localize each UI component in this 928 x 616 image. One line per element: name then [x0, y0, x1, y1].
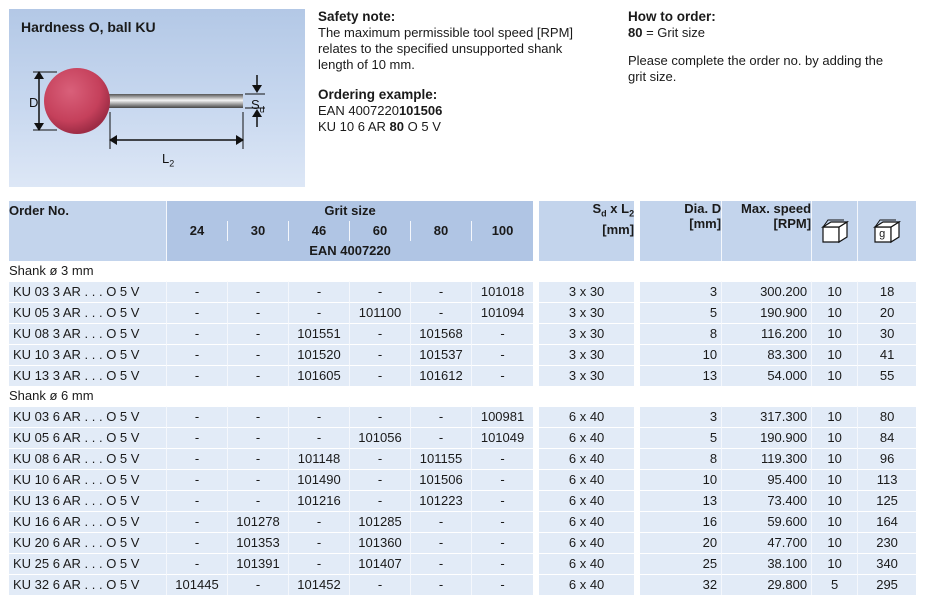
max-speed-cell: 38.100: [721, 553, 811, 574]
grit-cell: -: [349, 281, 410, 302]
table-row: [9, 574, 916, 595]
grit-cell: -: [288, 511, 349, 532]
order-no-cell: KU 08 3 AR . . . O 5 V: [9, 323, 166, 344]
pack-qty-cell: 10: [811, 302, 857, 323]
sd-l2-cell: 6 x 40: [539, 469, 634, 490]
dia-cell: 25: [640, 553, 721, 574]
grit-cell: -: [166, 469, 227, 490]
grit-cell: -: [471, 448, 533, 469]
weight-g-label: g: [879, 228, 886, 240]
pack-qty-cell: 10: [811, 281, 857, 302]
grit-cell: -: [410, 281, 471, 302]
grit-cell: -: [349, 323, 410, 344]
grit-cell: 101605: [288, 365, 349, 386]
dia-cell: 8: [640, 323, 721, 344]
sd-l2-cell: 3 x 30: [539, 365, 634, 386]
table-row: [9, 448, 916, 469]
grit-col-24: 24: [166, 221, 227, 241]
grit-col-60: 60: [349, 221, 410, 241]
order-no-cell: KU 10 3 AR . . . O 5 V: [9, 344, 166, 365]
sd-l2-cell: 6 x 40: [539, 532, 634, 553]
weight-cell: 340: [857, 553, 916, 574]
dia-cell: 5: [640, 427, 721, 448]
dia-cell: 10: [640, 469, 721, 490]
col-grit-size: Grit size: [166, 201, 533, 221]
table-row: [9, 490, 916, 511]
howto-heading: How to order:: [628, 9, 716, 24]
weight-cell: 41: [857, 344, 916, 365]
specification-table: [9, 201, 916, 595]
grit-cell: 100981: [471, 406, 533, 427]
col-sd-l2: $S_d$ x $L_2$ [mm]: [539, 201, 634, 261]
grit-cell: -: [166, 281, 227, 302]
grit-cell: -: [288, 406, 349, 427]
grit-cell: -: [166, 323, 227, 344]
sd-l2-cell: 6 x 40: [539, 574, 634, 595]
grit-cell: 101018: [471, 281, 533, 302]
grit-cell: -: [471, 344, 533, 365]
grit-cell: -: [410, 532, 471, 553]
table-row: [9, 344, 916, 365]
grit-cell: -: [227, 302, 288, 323]
grit-cell: -: [166, 490, 227, 511]
weight-cell: 230: [857, 532, 916, 553]
grit-cell: 101537: [410, 344, 471, 365]
grit-cell: -: [227, 469, 288, 490]
max-speed-cell: 317.300: [721, 406, 811, 427]
product-image-panel: [9, 9, 305, 187]
pack-qty-cell: 10: [811, 448, 857, 469]
grit-cell: -: [349, 448, 410, 469]
grit-cell: -: [410, 574, 471, 595]
max-speed-cell: 59.600: [721, 511, 811, 532]
table-row: [9, 553, 916, 574]
grit-cell: -: [288, 532, 349, 553]
order-no-cell: KU 20 6 AR . . . O 5 V: [9, 532, 166, 553]
grit-cell: -: [349, 469, 410, 490]
shank-group-row: [9, 261, 916, 281]
dimension-sd-label: $S_d$: [251, 97, 265, 115]
dia-cell: 3: [640, 406, 721, 427]
sd-l2-cell: 6 x 40: [539, 427, 634, 448]
table-row: [9, 281, 916, 302]
pack-qty-cell: 10: [811, 344, 857, 365]
grit-cell: 101452: [288, 574, 349, 595]
weight-cell: 18: [857, 281, 916, 302]
pack-qty-cell: 10: [811, 511, 857, 532]
order-no-cell: KU 03 6 AR . . . O 5 V: [9, 406, 166, 427]
dimension-l2-label: $L_2$: [162, 151, 175, 169]
grit-cell: 101155: [410, 448, 471, 469]
grit-cell: 101100: [349, 302, 410, 323]
weight-cell: 20: [857, 302, 916, 323]
ball-shape: [44, 68, 110, 134]
ordering-heading: Ordering example:: [318, 87, 438, 102]
sd-l2-cell: 3 x 30: [539, 302, 634, 323]
grit-cell: -: [471, 553, 533, 574]
dia-cell: 13: [640, 490, 721, 511]
pack-qty-cell: 10: [811, 469, 857, 490]
order-no-cell: KU 05 6 AR . . . O 5 V: [9, 427, 166, 448]
grit-cell: -: [166, 302, 227, 323]
max-speed-cell: 95.400: [721, 469, 811, 490]
pack-qty-cell: 5: [811, 574, 857, 595]
max-speed-cell: 116.200: [721, 323, 811, 344]
max-speed-cell: 73.400: [721, 490, 811, 511]
dia-cell: 8: [640, 448, 721, 469]
dia-cell: 3: [640, 281, 721, 302]
grit-cell: 101285: [349, 511, 410, 532]
grit-cell: -: [410, 553, 471, 574]
order-no-cell: KU 13 6 AR . . . O 5 V: [9, 490, 166, 511]
grit-cell: 101049: [471, 427, 533, 448]
grit-cell: -: [471, 532, 533, 553]
order-no-cell: KU 03 3 AR . . . O 5 V: [9, 281, 166, 302]
dia-cell: 32: [640, 574, 721, 595]
grit-cell: -: [227, 574, 288, 595]
sd-l2-cell: 6 x 40: [539, 553, 634, 574]
table-row: [9, 365, 916, 386]
max-speed-cell: 119.300: [721, 448, 811, 469]
order-no-cell: KU 13 3 AR . . . O 5 V: [9, 365, 166, 386]
grit-cell: -: [166, 553, 227, 574]
grit-cell: -: [166, 344, 227, 365]
grit-cell: -: [471, 574, 533, 595]
weight-cell: 84: [857, 427, 916, 448]
pack-qty-cell: 10: [811, 323, 857, 344]
col-dia: Dia. D [mm]: [640, 201, 721, 261]
grit-cell: -: [471, 511, 533, 532]
weight-cell: 30: [857, 323, 916, 344]
pack-qty-cell: 10: [811, 553, 857, 574]
howto-grit: 80 = Grit size: [628, 25, 705, 40]
dia-cell: 16: [640, 511, 721, 532]
grit-cell: -: [471, 323, 533, 344]
grit-cell: -: [349, 344, 410, 365]
safety-line: The maximum permissible tool speed [RPM]: [318, 25, 574, 40]
shank-group-row: [9, 386, 916, 406]
col-order-no: Order No.: [9, 201, 166, 241]
pack-qty-cell: 10: [811, 406, 857, 427]
grit-cell: -: [227, 365, 288, 386]
grit-cell: -: [471, 469, 533, 490]
how-to-order: [628, 9, 918, 85]
grit-cell: -: [410, 427, 471, 448]
safety-line: relates to the specified unsupported shank: [318, 41, 563, 56]
grit-cell: 101520: [288, 344, 349, 365]
sd-l2-cell: 6 x 40: [539, 406, 634, 427]
grit-cell: -: [166, 448, 227, 469]
table-row: [9, 406, 916, 427]
weight-cell: 55: [857, 365, 916, 386]
grit-cell: -: [166, 427, 227, 448]
grit-cell: 101353: [227, 532, 288, 553]
grit-col-46: 46: [288, 221, 349, 241]
grit-cell: -: [227, 406, 288, 427]
order-no-cell: KU 32 6 AR . . . O 5 V: [9, 574, 166, 595]
grit-cell: -: [288, 427, 349, 448]
grit-cell: -: [227, 490, 288, 511]
table-row: [9, 323, 916, 344]
grit-cell: -: [471, 490, 533, 511]
sd-l2-cell: 6 x 40: [539, 448, 634, 469]
grit-cell: -: [349, 406, 410, 427]
col-weight: [857, 201, 916, 261]
sd-l2-cell: 6 x 40: [539, 511, 634, 532]
specification-body: [9, 261, 916, 595]
safety-note: [318, 9, 598, 73]
max-speed-cell: 29.800: [721, 574, 811, 595]
grit-cell: 101094: [471, 302, 533, 323]
grit-cell: -: [227, 323, 288, 344]
grit-cell: -: [410, 302, 471, 323]
ordering-ean: EAN 4007220101506: [318, 103, 443, 118]
safety-line: length of 10 mm.: [318, 57, 415, 72]
pack-qty-cell: 10: [811, 490, 857, 511]
table-row: [9, 427, 916, 448]
package-icon: [820, 218, 850, 244]
safety-heading: Safety note:: [318, 9, 396, 24]
grit-cell: 101551: [288, 323, 349, 344]
grit-cell: -: [227, 448, 288, 469]
dimension-d-label: D: [29, 95, 39, 110]
grit-cell: 101148: [288, 448, 349, 469]
weight-cell: 113: [857, 469, 916, 490]
max-speed-cell: 83.300: [721, 344, 811, 365]
order-no-cell: KU 16 6 AR . . . O 5 V: [9, 511, 166, 532]
weight-cell: 125: [857, 490, 916, 511]
grit-cell: -: [227, 344, 288, 365]
max-speed-cell: 54.000: [721, 365, 811, 386]
grit-cell: 101612: [410, 365, 471, 386]
weight-cell: 96: [857, 448, 916, 469]
grit-cell: -: [471, 365, 533, 386]
grit-cell: 101490: [288, 469, 349, 490]
table-row: [9, 302, 916, 323]
grit-cell: -: [166, 511, 227, 532]
max-speed-cell: 190.900: [721, 427, 811, 448]
grit-cell: -: [288, 302, 349, 323]
grit-cell: -: [349, 490, 410, 511]
pack-qty-cell: 10: [811, 427, 857, 448]
sd-l2-cell: 3 x 30: [539, 344, 634, 365]
ordering-code: KU 10 6 AR 80 O 5 V: [318, 119, 441, 134]
shank-shape: [105, 94, 243, 108]
grit-cell: 101568: [410, 323, 471, 344]
grit-col-80: 80: [410, 221, 471, 241]
max-speed-cell: 300.200: [721, 281, 811, 302]
grit-cell: 101445: [166, 574, 227, 595]
dia-cell: 13: [640, 365, 721, 386]
grit-cell: -: [166, 532, 227, 553]
grit-col-30: 30: [227, 221, 288, 241]
ean-prefix-label: EAN 4007220: [166, 241, 533, 261]
col-max-speed: Max. speed [RPM]: [721, 201, 811, 261]
grit-cell: 101223: [410, 490, 471, 511]
grit-cell: -: [227, 427, 288, 448]
weight-cell: 80: [857, 406, 916, 427]
order-no-cell: KU 10 6 AR . . . O 5 V: [9, 469, 166, 490]
order-no-cell: KU 25 6 AR . . . O 5 V: [9, 553, 166, 574]
grit-cell: -: [166, 406, 227, 427]
product-title: Hardness O, ball KU: [21, 19, 156, 35]
weight-cell: 295: [857, 574, 916, 595]
sd-l2-cell: 3 x 30: [539, 281, 634, 302]
grit-cell: 101391: [227, 553, 288, 574]
col-pack: [811, 201, 857, 261]
sd-l2-cell: 6 x 40: [539, 490, 634, 511]
pack-qty-cell: 10: [811, 365, 857, 386]
howto-para: Please complete the order no. by adding the grit size.: [628, 53, 884, 84]
table-row: [9, 469, 916, 490]
ordering-example: [318, 87, 598, 135]
grit-cell: -: [166, 365, 227, 386]
grit-cell: -: [410, 406, 471, 427]
shank-group-label: Shank ø 3 mm: [9, 261, 916, 281]
dia-cell: 10: [640, 344, 721, 365]
order-no-cell: KU 08 6 AR . . . O 5 V: [9, 448, 166, 469]
weight-cell: 164: [857, 511, 916, 532]
order-no-cell: KU 05 3 AR . . . O 5 V: [9, 302, 166, 323]
table-row: [9, 511, 916, 532]
dia-cell: 5: [640, 302, 721, 323]
grit-cell: -: [288, 553, 349, 574]
pack-qty-cell: 10: [811, 532, 857, 553]
shank-group-label: Shank ø 6 mm: [9, 386, 916, 406]
max-speed-cell: 47.700: [721, 532, 811, 553]
grit-cell: -: [349, 365, 410, 386]
table-row: [9, 532, 916, 553]
grit-cell: 101278: [227, 511, 288, 532]
weight-box-icon: [872, 218, 902, 244]
grit-cell: 101216: [288, 490, 349, 511]
sd-l2-cell: 3 x 30: [539, 323, 634, 344]
grit-cell: 101407: [349, 553, 410, 574]
grit-cell: 101056: [349, 427, 410, 448]
grit-cell: -: [227, 281, 288, 302]
grit-cell: -: [349, 574, 410, 595]
grit-col-100: 100: [471, 221, 533, 241]
grit-cell: -: [410, 511, 471, 532]
dia-cell: 20: [640, 532, 721, 553]
grit-cell: 101506: [410, 469, 471, 490]
grit-cell: 101360: [349, 532, 410, 553]
max-speed-cell: 190.900: [721, 302, 811, 323]
grit-cell: -: [288, 281, 349, 302]
